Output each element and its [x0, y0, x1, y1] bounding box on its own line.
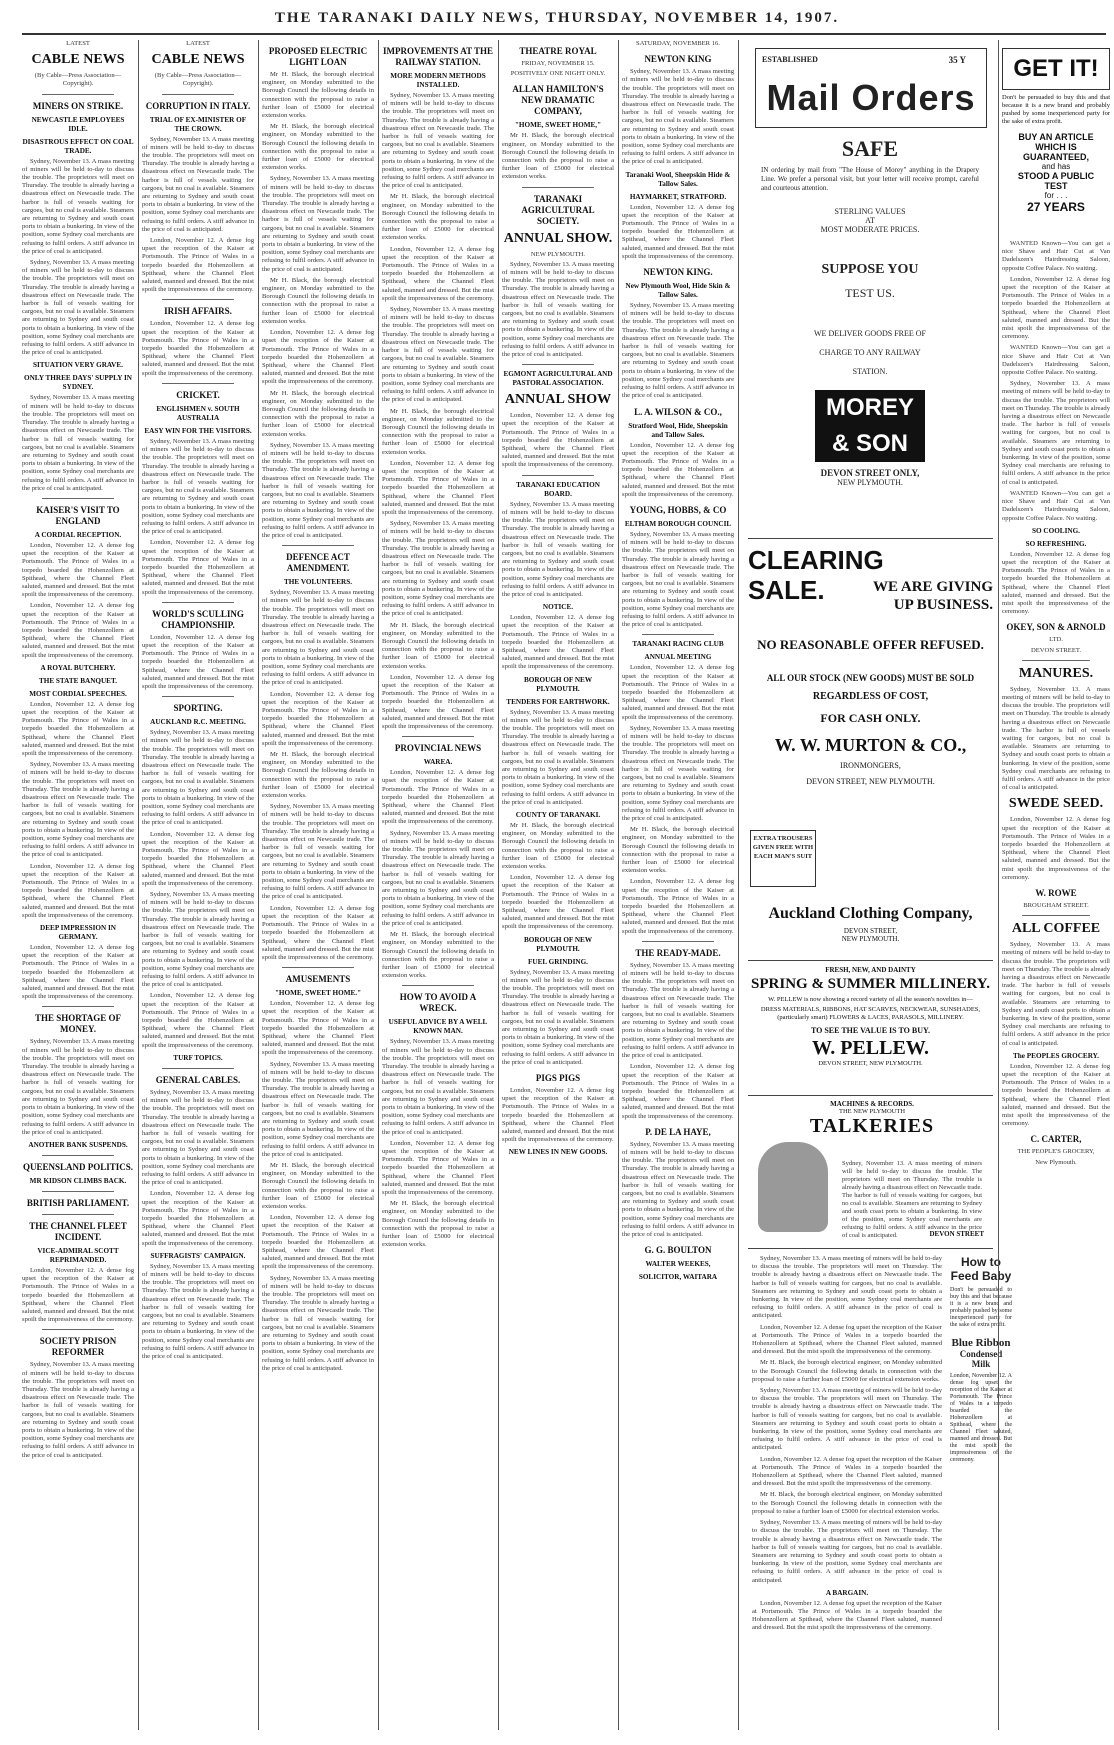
column-rule: [498, 40, 499, 1730]
trousers-badge: EXTRA TROUSERS GIVEN FREE WITH EACH MAN'S SUIT: [750, 830, 816, 887]
earthwork-body: Sydney, November 13. A mass meeting of miners will be held to-day to discuss the trouble. The proprietors will meet on Thursday. The trouble is already having a disastrous effect on Newcastle trade. The harbor is full of vessels waiting for cargoes, but no coal is available. Steamers are returning to Sydney and south coast ports to obtain a bunkering. In view of the position, some Sydney coal merchants are refusing to fulfil orders. A stiff advance in the price of coal is anticipated.: [502, 708, 614, 806]
safe-body: IN ordering by mail from "The House of Morey" anything in the Drapery Line. We prefer a personal visit, but your letter will receive prompt, careful and courteous attention.: [761, 166, 979, 192]
agricultural-society-head: TARANAKI AGRICULTURAL SOCIETY.: [521, 193, 595, 226]
speeches-body: London, November 12. A dense fog upset the reception of the Kaiser at Portsmouth. The Prince of Wales in a torpedo boarded the Hohenzollern at Spithead, where the Channel Fleet saluted, manned and dressed. But the mist spoilt the impressiveness of the ceremony.: [22, 700, 134, 757]
stratford-body: London, November 12. A dense fog upset the reception of the Kaiser at Portsmouth. The Prince of Wales in a torpedo boarded the Hohenzollern at Spithead, where the Channel Fleet saluted, manned and dressed. But the mist spoilt the impressiveness of the ceremony.: [622, 441, 734, 498]
auckland-city: NEW PLYMOUTH.: [841, 935, 900, 943]
sporting-sub: AUCKLAND R.C. MEETING.: [150, 718, 246, 727]
education-board-head: TARANAKI EDUCATION BOARD.: [516, 480, 600, 498]
de-la-haye-head: P. DE LA HAYE,: [645, 1126, 711, 1137]
classified-1: Sydney, November 13. A mass meeting of miners will be held to-day to discuss the trouble. The proprietors will meet on Thursday. The trouble is already having a disastrous effect on Newcastle trade. The harbor is full of vessels waiting for cargoes, but no coal is available. Steamers are returning to Sydney and south coast ports to obtain a bunkering. In view of the position, some Sydney coal merchants are refusing to fulfil orders. A stiff advance in the price of coal is anticipated.: [752, 1255, 942, 1320]
money-head: THE SHORTAGE OF MONEY.: [34, 1013, 122, 1035]
column-rule: [378, 40, 379, 1730]
provincial-body-2: Sydney, November 13. A mass meeting of miners will be held to-day to discuss the trouble. The proprietors will meet on Thursday. The trouble is already having a disastrous effect on Newcastle trade. The harbor is full of vessels waiting for cargoes, but no coal is available. Steamers are returning to Sydney and south coast ports to obtain a bunkering. In view of the position, some Sydney coal merchants are refusing to fulfil orders. A stiff advance in the price of coal is anticipated.: [382, 829, 494, 927]
so-refreshing: SO REFRESHING.: [1025, 539, 1087, 548]
fuel-sub: FUEL GRINDING.: [528, 957, 588, 966]
stratford-wool-head: Stratford Wool, Hide, Sheepskin and Tallow Sales.: [628, 421, 728, 439]
safe-sub2: AT: [865, 216, 875, 225]
theatre-date: FRIDAY, NOVEMBER 15.: [521, 60, 595, 67]
defence-body-5: London, November 12. A dense fog upset the reception of the Kaiser at Portsmouth. The Prince of Wales in a torpedo boarded the Hohenzollern at Spithead, where the Channel Fleet saluted, manned and dressed. But the mist spoilt the impressiveness of the ceremony.: [262, 904, 374, 961]
pigs-body: London, November 12. A dense fog upset the reception of the Kaiser at Portsmouth. The Prince of Wales in a torpedo boarded the Hohenzollern at Spithead, where the Channel Fleet saluted, manned and dressed. But the mist spoilt the impressiveness of the ceremony.: [502, 1087, 614, 1144]
wilson-head: L. A. WILSON & CO.,: [634, 406, 722, 417]
talkeries-title: TALKERIES: [809, 1115, 935, 1137]
defence-head: DEFENCE ACT AMENDMENT.: [286, 552, 350, 574]
sporting-body-2: London, November 12. A dense fog upset the reception of the Kaiser at Portsmouth. The Prince of Wales in a torpedo boarded the Hohenzollern at Spithead, where the Channel Fleet saluted, manned and dressed. But the mist spoilt the impressiveness of the ceremony.: [142, 830, 254, 887]
provincial-head: PROVINCIAL NEWS: [394, 743, 482, 754]
situation-body: Sydney, November 13. A mass meeting of miners will be held to-day to discuss the trouble. The proprietors will meet on Thursday. The trouble is already having a disastrous effect on Newcastle trade. The harbor is full of vessels waiting for cargoes, but no coal is available. Steamers are returning to Sydney and south coast ports to obtain a bunkering. In view of the position, some Sydney coal merchants are refusing to fulfil orders. A stiff advance in the price of coal is anticipated.: [22, 394, 134, 492]
defence-body: Sydney, November 13. A mass meeting of miners will be held to-day to discuss the trouble. The proprietors will meet on Thursday. The trouble is already having a disastrous effect on Newcastle trade. The harbor is full of vessels waiting for cargoes, but no coal is available. Steamers are returning to Sydney and south coast ports to obtain a bunkering. In view of the position, some Sydney coal merchants are refusing to fulfil orders. A stiff advance in the price of coal is anticipated.: [262, 589, 374, 687]
banquet-head: THE STATE BANQUET.: [38, 676, 118, 685]
column-4: [382, 40, 494, 1730]
cricket-sub: ENGLISHMEN v. SOUTH AUSTRALIA: [156, 404, 240, 422]
classified-2: London, November 12. A dense fog upset the reception of the Kaiser at Portsmouth. The Prince of Wales in a torpedo boarded the Hohenzollern at Spithead, where the Channel Fleet saluted, manned and dressed. But the mist spoilt the impressiveness of the ceremony.: [752, 1323, 942, 1356]
see-value: TO SEE THE VALUE IS TO BUY.: [810, 1026, 931, 1035]
machines-records: MACHINES & RECORDS.: [830, 1100, 914, 1108]
cricket-head: CRICKET.: [176, 389, 220, 400]
italy-body: Sydney, November 13. A mass meeting of miners will be held to-day to discuss the trouble. The proprietors will meet on Thursday. The trouble is already having a disastrous effect on Newcastle trade. The harbor is full of vessels waiting for cargoes, but no coal is available. Steamers are returning to Sydney and south coast ports to obtain a bunkering. In view of the position, some Sydney coal merchants are refusing to fulfil orders. A stiff advance in the price of coal is anticipated.: [142, 135, 254, 233]
kaiser-head: KAISER'S VISIT TO ENGLAND: [36, 504, 120, 526]
established-label: ESTABLISHED: [762, 55, 818, 64]
classified-5: London, November 12. A dense fog upset the reception of the Kaiser at Portsmouth. The Prince of Wales in a torpedo boarded the Hohenzollern at Spithead, where the Channel Fleet saluted, manned and dressed. But the mist spoilt the impressiveness of the ceremony.: [752, 1455, 942, 1488]
pellew-ad: [748, 966, 993, 1086]
np-wool-head: New Plymouth Wool, Hide Skin & Tallow Sales.: [625, 282, 731, 300]
safe-ad: [755, 130, 985, 530]
electric-loan-body-6: Mr H. Black, the borough electrical engineer, on Monday submitted to the Borough Council the following details in connection with the proposal to raise a further loan of £5000 for electrical extension works.: [262, 389, 374, 438]
get-it-title: GET IT!: [1002, 48, 1110, 90]
talkeries-body: Sydney, November 13. A mass meeting of miners will be held to-day to discuss the trouble. The proprietors will meet on Thursday. The trouble is already having a disastrous effect on Newcastle trade. The harbor is full of vessels waiting for cargoes, but no coal is available. Steamers are returning to Sydney and south coast ports to obtain a bunkering. In view of the position, some Sydney coal merchants are refusing to fulfil orders. A stiff advance in the price of coal is anticipated.: [842, 1160, 982, 1239]
cricket-body-2: London, November 12. A dense fog upset the reception of the Kaiser at Portsmouth. The Prince of Wales in a torpedo boarded the Hohenzollern at Spithead, where the Channel Fleet saluted, manned and dressed. But the mist spoilt the impressiveness of the ceremony.: [142, 539, 254, 596]
column-7-classifieds: [752, 1255, 942, 1725]
ready-made-body: Sydney, November 13. A mass meeting of miners will be held to-day to discuss the trouble. The proprietors will meet on Thursday. The trouble is already having a disastrous effect on Newcastle trade. The harbor is full of vessels waiting for cargoes, but no coal is available. Steamers are returning to Sydney and south coast ports to obtain a bunkering. In view of the position, some Sydney coal merchants are refusing to fulfil orders. A stiff advance in the price of coal is anticipated.: [622, 961, 734, 1060]
rowe-name: W. ROWE: [1035, 888, 1077, 898]
railway-body-2: Mr H. Black, the borough electrical engineer, on Monday submitted to the Borough Council the following details in connection with the proposal to raise a further loan of £5000 for electrical extension works.: [382, 193, 494, 242]
theatre-body: Mr H. Black, the borough electrical engineer, on Monday submitted to the Borough Council the following details in connection with the proposal to raise a further loan of £5000 for electrical extension works.: [502, 132, 614, 181]
blue-ribbon: Blue Ribbon: [951, 1337, 1011, 1349]
earthwork-sub: TENDERS FOR EARTHWORK.: [506, 697, 610, 706]
italy-head: CORRUPTION IN ITALY.: [145, 100, 251, 111]
wanted-3: WANTED Known—You can get a nice Shave and Hair Cut at Van Dadelszen's Hairdressing Saloon, opposite Coffee Palace. No waiting.: [1002, 344, 1110, 377]
railway-body: Sydney, November 13. A mass meeting of miners will be held to-day to discuss the trouble. The proprietors will meet on Thursday. The trouble is already having a disastrous effect on Newcastle trade. The harbor is full of vessels waiting for cargoes, but no coal is available. Steamers are returning to Sydney and south coast ports to obtain a bunkering. In view of the position, some Sydney coal merchants are refusing to fulfil orders. A stiff advance in the price of coal is anticipated.: [382, 92, 494, 190]
col1-kicker: LATEST: [66, 40, 90, 47]
col2-byline: (By Cable—Press Association—Copyright).: [154, 72, 242, 88]
home-sweet-home: "HOME, SWEET HOME,": [514, 121, 602, 130]
mail-orders-ad: [755, 48, 987, 128]
new-plymouth-label: THE NEW PLYMOUTH: [838, 1108, 906, 1115]
amusements-body-5: Sydney, November 13. A mass meeting of miners will be held to-day to discuss the trouble. The proprietors will meet on Thursday. The trouble is already having a disastrous effect on Newcastle trade. The harbor is full of vessels waiting for cargoes, but no coal is available. Steamers are returning to Sydney and south coast ports to obtain a bunkering. In view of the position, some Sydney coal merchants are refusing to fulfil orders. A stiff advance in the price of coal is anticipated.: [262, 1274, 374, 1372]
devon-street-label: DEVON STREET: [929, 1230, 984, 1238]
buy-5: STOOD A PUBLIC: [1017, 171, 1095, 181]
annual-show-1: ANNUAL SHOW.: [503, 230, 613, 246]
pigs-head: PIGS PIGS: [535, 1073, 581, 1084]
kaiser-body: London, November 12. A dense fog upset the reception of the Kaiser at Portsmouth. The Prince of Wales in a torpedo boarded the Hohenzollern at Spithead, where the Channel Fleet saluted, manned and dressed. But the mist spoilt the impressiveness of the ceremony.: [22, 541, 134, 599]
talkeries-ad: [752, 1100, 992, 1240]
miners-sub: NEWCASTLE EMPLOYEES IDLE.: [31, 115, 125, 133]
bank-head: ANOTHER BANK SUSPENDS.: [28, 1140, 128, 1149]
racing-body-4: London, November 12. A dense fog upset the reception of the Kaiser at Portsmouth. The Prince of Wales in a torpedo boarded the Hohenzollern at Spithead, where the Channel Fleet saluted, manned and dressed. But the mist spoilt the impressiveness of the ceremony.: [622, 878, 734, 935]
electric-loan-body-5: London, November 12. A dense fog upset the reception of the Kaiser at Portsmouth. The Prince of Wales in a torpedo boarded the Hohenzollern at Spithead, where the Channel Fleet saluted, manned and dressed. But the mist spoilt the impressiveness of the ceremony.: [262, 329, 374, 386]
classified-7: Sydney, November 13. A mass meeting of miners will be held to-day to discuss the trouble. The proprietors will meet on Thursday. The trouble is already having a disastrous effect on Newcastle trade. The harbor is full of vessels waiting for cargoes, but no coal is available. Steamers are returning to Sydney and south coast ports to obtain a bunkering. In view of the position, some Sydney coal merchants are refusing to fulfil orders. A stiff advance in the price of coal is anticipated.: [752, 1519, 942, 1584]
pellew-address: DEVON STREET, NEW PLYMOUTH.: [818, 1060, 923, 1067]
all-stock: ALL OUR STOCK (NEW GOODS) MUST BE SOLD: [766, 673, 975, 683]
column-6: [622, 40, 734, 1730]
turf-head: TURF TOPICS.: [173, 1053, 223, 1062]
boulton-head: G. G. BOULTON: [644, 1245, 712, 1256]
fresh-dainty: FRESH, NEW, AND DAINTY: [825, 966, 916, 974]
eltham-head: ELTHAM BOROUGH COUNCIL: [624, 519, 732, 528]
deliver-free: WE DELIVER GOODS FREE OF: [814, 329, 926, 338]
railway-body-8: Mr H. Black, the borough electrical engineer, on Monday submitted to the Borough Council the following details in connection with the proposal to raise a further loan of £5000 for electrical extension works.: [382, 621, 494, 670]
buy-7: for . . .: [1044, 191, 1068, 200]
carter-city: New Plymouth.: [1035, 1158, 1077, 1166]
charge-railway: CHARGE TO ANY RAILWAY: [819, 348, 921, 357]
racing-body-2: Sydney, November 13. A mass meeting of miners will be held to-day to discuss the trouble. The proprietors will meet on Thursday. The trouble is already having a disastrous effect on Newcastle trade. The harbor is full of vessels waiting for cargoes, but no coal is available. Steamers are returning to Sydney and south coast ports to obtain a bunkering. In view of the position, some Sydney coal merchants are refusing to fulfil orders. A stiff advance in the price of coal is anticipated.: [622, 724, 734, 823]
speeches-body-3: London, November 12. A dense fog upset the reception of the Kaiser at Portsmouth. The Prince of Wales in a torpedo boarded the Hohenzollern at Spithead, where the Channel Fleet saluted, manned and dressed. But the mist spoilt the impressiveness of the ceremony.: [22, 862, 134, 919]
suffragists-head: SUFFRAGISTS' CAMPAIGN.: [150, 1251, 246, 1260]
pellew-intro: W. PELLEW is now showing a record variety of all the season's novelties in—: [768, 996, 973, 1003]
speeches-body-2: Sydney, November 13. A mass meeting of miners will be held to-day to discuss the trouble. The proprietors will meet on Thursday. The trouble is already having a disastrous effect on Newcastle trade. The harbor is full of vessels waiting for cargoes, but no coal is available. Steamers are returning to Sydney and south coast ports to obtain a bunkering. In view of the position, some Sydney coal merchants are refusing to fulfil orders. A stiff advance in the price of coal is anticipated.: [22, 761, 134, 859]
milk-body: London, November 12. A dense fog upset the reception of the Kaiser at Portsmouth. The Prince of Wales in a torpedo boarded the Hohenzollern at Spithead, where the Channel Fleet saluted, manned and dressed. But the mist spoilt the impressiveness of the ceremony.: [950, 1373, 1012, 1463]
pellew-items: DRESS MATERIALS, RIBBONS, HAT SCARVES, NECKWEAR, SUNSHADES, (particularly smart) FLOWERS & LACES, PARASOLS, MILLINERY.: [760, 1006, 981, 1021]
irish-body: London, November 12. A dense fog upset the reception of the Kaiser at Portsmouth. The Prince of Wales in a torpedo boarded the Hohenzollern at Spithead, where the Channel Fleet saluted, manned and dressed. But the mist spoilt the impressiveness of the ceremony.: [142, 320, 254, 377]
wreck-head: HOW TO AVOID A WRECK.: [399, 992, 477, 1014]
provincial-body: London, November 12. A dense fog upset the reception of the Kaiser at Portsmouth. The Prince of Wales in a torpedo boarded the Hohenzollern at Spithead, where the Channel Fleet saluted, manned and dressed. But the mist spoilt the impressiveness of the ceremony.: [382, 769, 494, 826]
scott-sub: VICE-ADMIRAL SCOTT REPRIMANDED.: [37, 1246, 119, 1264]
safe-sub3: MOST MODERATE PRICES.: [820, 225, 920, 234]
buy-2: WHICH IS: [1035, 142, 1077, 152]
feed-baby-1: How to: [961, 1255, 1001, 1269]
buy-4: and has: [1041, 162, 1071, 171]
classified-4: Sydney, November 13. A mass meeting of miners will be held to-day to discuss the trouble. The proprietors will meet on Thursday. The trouble is already having a disastrous effect on Newcastle trade. The harbor is full of vessels waiting for cargoes, but no coal is available. Steamers are returning to Sydney and south coast ports to obtain a bunkering. In view of the position, some Sydney coal merchants are refusing to fulfil orders. A stiff advance in the price of coal is anticipated.: [752, 1387, 942, 1452]
provincial-body-3: Mr H. Black, the borough electrical engineer, on Monday submitted to the Borough Council the following details in connection with the proposal to raise a further loan of £5000 for electrical extension works.: [382, 931, 494, 980]
ironmongers: IRONMONGERS,: [840, 761, 901, 770]
wanted-4: Sydney, November 13. A mass meeting of miners will be held to-day to discuss the trouble. The proprietors will meet on Thursday. The trouble is already having a disastrous effect on Newcastle trade. The harbor is full of vessels waiting for cargoes, but no coal is available. Steamers are returning to Sydney and south coast ports to obtain a bunkering. In view of the position, some Sydney coal merchants are refusing to fulfil orders. A stiff advance in the price of coal is anticipated.: [1002, 380, 1110, 486]
sale-title: SALE.: [748, 575, 825, 605]
egmont-body: London, November 12. A dense fog upset the reception of the Kaiser at Portsmouth. The Prince of Wales in a torpedo boarded the Hohenzollern at Spithead, where the Channel Fleet saluted, manned and dressed. But the mist spoilt the impressiveness of the ceremony.: [502, 412, 614, 469]
ad-divider: [748, 960, 993, 961]
miners-strike-head: MINERS ON STRIKE.: [32, 100, 124, 111]
morey-son-logo: MOREY & SON: [815, 390, 925, 462]
butchery-head: A ROYAL BUTCHERY.: [40, 663, 116, 672]
miners-body: Sydney, November 13. A mass meeting of miners will be held to-day to discuss the trouble. The proprietors will meet on Thursday. The trouble is already having a disastrous effect on Newcastle trade. The harbor is full of vessels waiting for cargoes, but no coal is available. Steamers are returning to Sydney and south coast ports to obtain a bunkering. In view of the position, some Sydney coal merchants are refusing to fulfil orders. A stiff advance in the price of coal is anticipated.: [22, 157, 134, 255]
suffragists-body: Sydney, November 13. A mass meeting of miners will be held to-day to discuss the trouble. The proprietors will meet on Thursday. The trouble is already having a disastrous effect on Newcastle trade. The harbor is full of vessels waiting for cargoes, but no coal is available. Steamers are returning to Sydney and south coast ports to obtain a bunkering. In view of the position, some Sydney coal merchants are refusing to fulfil orders. A stiff advance in the price of coal is anticipated.: [142, 1262, 254, 1360]
wanted-2: London, November 12. A dense fog upset the reception of the Kaiser at Portsmouth. The Prince of Wales in a torpedo boarded the Hohenzollern at Spithead, where the Channel Fleet saluted, manned and dressed. But the mist spoilt the impressiveness of the ceremony.: [1002, 275, 1110, 341]
column-rule: [998, 40, 999, 1730]
kaiser-sub: A CORDIAL RECEPTION.: [34, 530, 122, 539]
swede-body: London, November 12. A dense fog upset the reception of the Kaiser at Portsmouth. The Prince of Wales in a torpedo boarded the Hohenzollern at Spithead, where the Channel Fleet saluted, manned and dressed. But the mist spoilt the impressiveness of the ceremony.: [1002, 816, 1110, 881]
manures-head: MANURES.: [1018, 665, 1094, 681]
classified-3: Mr H. Black, the borough electrical engineer, on Monday submitted to the Borough Council the following details in connection with the proposal to raise a further loan of £5000 for electrical extension works.: [752, 1359, 942, 1383]
station: STATION.: [852, 367, 888, 376]
feed-body: Don't be persuaded to buy this and that because it is a new brand and probably pushed by some inexperienced party for the sake of extra profit.: [950, 1287, 1012, 1328]
wanted-5: WANTED Known—You can get a nice Shave and Hair Cut at Van Dadelszen's Hairdressing Saloon, opposite Coffee Palace. No waiting.: [1002, 489, 1110, 522]
amusements-sub: "HOME, SWEET HOME.": [274, 989, 362, 998]
county-head: COUNTY OF TARANAKI.: [515, 810, 601, 819]
col2-title: CABLE NEWS: [151, 52, 245, 68]
borough-head-2: BOROUGH OF NEW PLYMOUTH.: [523, 935, 593, 953]
railway-body-4: Sydney, November 13. A mass meeting of miners will be held to-day to discuss the trouble. The proprietors will meet on Thursday. The trouble is already having a disastrous effect on Newcastle trade. The harbor is full of vessels waiting for cargoes, but no coal is available. Steamers are returning to Sydney and south coast ports to obtain a bunkering. In view of the position, some Sydney coal merchants are refusing to fulfil orders. A stiff advance in the price of coal is anticipated.: [382, 306, 494, 404]
column-2: [142, 40, 254, 1730]
theatre-royal-head: THEATRE ROYAL: [519, 46, 597, 56]
electric-loan-body-2: Mr H. Black, the borough electrical engineer, on Monday submitted to the Borough Council the following details in connection with the proposal to raise a further loan of £5000 for electrical extension works.: [262, 123, 374, 172]
column-rule: [258, 40, 259, 1730]
wool-body: London, November 12. A dense fog upset the reception of the Kaiser at Portsmouth. The Prince of Wales in a torpedo boarded the Hohenzollern at Spithead, where the Channel Fleet saluted, manned and dressed. But the mist spoilt the impressiveness of the ceremony.: [622, 203, 734, 260]
general-body: Sydney, November 13. A mass meeting of miners will be held to-day to discuss the trouble. The proprietors will meet on Thursday. The trouble is already having a disastrous effect on Newcastle trade. The harbor is full of vessels waiting for cargoes, but no coal is available. Steamers are returning to Sydney and south coast ports to obtain a bunkering. In view of the position, some Sydney coal merchants are refusing to fulfil orders. A stiff advance in the price of coal is anticipated.: [142, 1088, 254, 1187]
electric-loan-body-7: Sydney, November 13. A mass meeting of miners will be held to-day to discuss the trouble. The proprietors will meet on Thursday. The trouble is already having a disastrous effect on Newcastle trade. The harbor is full of vessels waiting for cargoes, but no coal is available. Steamers are returning to Sydney and south coast ports to obtain a bunkering. In view of the position, some Sydney coal merchants are refusing to fulfil orders. A stiff advance in the price of coal is anticipated.: [262, 441, 374, 539]
clearing-sale-ad: [748, 545, 993, 845]
speeches-head: MOST CORDIAL SPEECHES.: [29, 689, 127, 698]
wreck-body-3: Mr H. Black, the borough electrical engineer, on Monday submitted to the Borough Council the following details in connection with the proposal to raise a further loan of £5000 for electrical extension works.: [382, 1200, 494, 1249]
ad-divider: [748, 1248, 993, 1249]
county-body-2: London, November 12. A dense fog upset the reception of the Kaiser at Portsmouth. The Prince of Wales in a torpedo boarded the Hohenzollern at Spithead, where the Channel Fleet saluted, manned and dressed. But the mist spoilt the impressiveness of the ceremony.: [502, 874, 614, 931]
giving-2: UP BUSINESS.: [893, 597, 993, 613]
wreck-body-2: London, November 12. A dense fog upset the reception of the Kaiser at Portsmouth. The Prince of Wales in a torpedo boarded the Hohenzollern at Spithead, where the Channel Fleet saluted, manned and dressed. But the mist spoilt the impressiveness of the ceremony.: [382, 1139, 494, 1196]
buy-8: 27 YEARS: [1027, 200, 1085, 214]
sculling-head: WORLD'S SCULLING CHAMPIONSHIP.: [152, 608, 244, 630]
pellew-name: W. PELLEW.: [812, 1037, 929, 1059]
theatre-one-night: POSITIVELY ONE NIGHT ONLY.: [510, 70, 606, 78]
prison-body: Sydney, November 13. A mass meeting of miners will be held to-day to discuss the trouble. The proprietors will meet on Thursday. The trouble is already having a disastrous effect on Newcastle trade. The harbor is full of vessels waiting for cargoes, but no coal is available. Steamers are returning to Sydney and south coast ports to obtain a bunkering. In view of the position, some Sydney coal merchants are refusing to fulfil orders. A stiff advance in the price of coal is anticipated.: [22, 1361, 134, 1459]
parliament-head: BRITISH PARLIAMENT.: [26, 1197, 130, 1208]
kidson-head: MR KIDSON CLIMBS BACK.: [29, 1176, 127, 1185]
masthead: THE TARANAKI DAILY NEWS, THURSDAY, NOVEMBER 14, 1907.: [274, 10, 840, 26]
defence-body-4: Sydney, November 13. A mass meeting of miners will be held to-day to discuss the trouble. The proprietors will meet on Thursday. The trouble is already having a disastrous effect on Newcastle trade. The harbor is full of vessels waiting for cargoes, but no coal is available. Steamers are returning to Sydney and south coast ports to obtain a bunkering. In view of the position, some Sydney coal merchants are refusing to fulfil orders. A stiff advance in the price of coal is anticipated.: [262, 803, 374, 901]
newton-body: Sydney, November 13. A mass meeting of miners will be held to-day to discuss the trouble. The proprietors will meet on Thursday. The trouble is already having a disastrous effect on Newcastle trade. The harbor is full of vessels waiting for cargoes, but no coal is available. Steamers are returning to Sydney and south coast ports to obtain a bunkering. In view of the position, some Sydney coal merchants are refusing to fulfil orders. A stiff advance in the price of coal is anticipated.: [622, 68, 734, 166]
carter-sub: THE PEOPLE'S GROCERY,: [1017, 1148, 1095, 1156]
county-body: Mr H. Black, the borough electrical engineer, on Monday submitted to the Borough Council the following details in connection with the proposal to raise a further loan of £5000 for electrical extension works.: [502, 821, 614, 870]
railway-body-3: London, November 12. A dense fog upset the reception of the Kaiser at Portsmouth. The Prince of Wales in a torpedo boarded the Hohenzollern at Spithead, where the Channel Fleet saluted, manned and dressed. But the mist spoilt the impressiveness of the ceremony.: [382, 245, 494, 302]
auckland-address: DEVON STREET,: [843, 927, 898, 935]
germany-head: DEEP IMPRESSION IN GERMANY.: [40, 924, 116, 942]
okey-street: DEVON STREET.: [1030, 646, 1082, 654]
safe-sub1: STERLING VALUES: [834, 207, 906, 216]
railway-body-7: Sydney, November 13. A mass meeting of miners will be held to-day to discuss the trouble. The proprietors will meet on Thursday. The trouble is already having a disastrous effect on Newcastle trade. The harbor is full of vessels waiting for cargoes, but no coal is available. Steamers are returning to Sydney and south coast ports to obtain a bunkering. In view of the position, some Sydney coal merchants are refusing to fulfil orders. A stiff advance in the price of coal is anticipated.: [382, 520, 494, 618]
newton-date: SATURDAY, NOVEMBER 16.: [636, 40, 720, 47]
all-coffee: ALL COFFEE: [1011, 921, 1101, 937]
wreck-sub: USEFUL ADVICE BY A WELL KNOWN MAN.: [388, 1018, 488, 1036]
egmont-head: EGMONT AGRICULTURAL AND PASTORAL ASSOCIATION.: [503, 370, 613, 388]
amusements-body: London, November 12. A dense fog upset the reception of the Kaiser at Portsmouth. The Prince of Wales in a torpedo boarded the Hohenzollern at Spithead, where the Channel Fleet saluted, manned and dressed. But the mist spoilt the impressiveness of the ceremony.: [262, 1000, 374, 1057]
grocery-body: London, November 12. A dense fog upset the reception of the Kaiser at Portsmouth. The Prince of Wales in a torpedo boarded the Hohenzollern at Spithead, where the Channel Fleet saluted, manned and dressed. But the mist spoilt the impressiveness of the ceremony.: [1002, 1062, 1110, 1128]
racing-sub: ANNUAL MEETING: [644, 653, 712, 662]
railway-sub: MORE MODERN METHODS INSTALLED.: [390, 72, 486, 89]
electric-loan-body-3: Sydney, November 13. A mass meeting of miners will be held to-day to discuss the trouble. The proprietors will meet on Thursday. The trouble is already having a disastrous effect on Newcastle trade. The harbor is full of vessels waiting for cargoes, but no coal is available. Steamers are returning to Sydney and south coast ports to obtain a bunkering. In view of the position, some Sydney coal merchants are refusing to fulfil orders. A stiff advance in the price of coal is anticipated.: [262, 175, 374, 273]
column-8: [1002, 240, 1110, 1730]
sporting-body-3: Sydney, November 13. A mass meeting of miners will be held to-day to discuss the trouble. The proprietors will meet on Thursday. The trouble is already having a disastrous effect on Newcastle trade. The harbor is full of vessels waiting for cargoes, but no coal is available. Steamers are returning to Sydney and south coast ports to obtain a bunkering. In view of the position, some Sydney coal merchants are refusing to fulfil orders. A stiff advance in the price of coal is anticipated.: [142, 891, 254, 989]
electric-loan-body: Mr H. Black, the borough electrical engineer, on Monday submitted to the Borough Council the following details in connection with the proposal to raise a further loan of £5000 for electrical extension works.: [262, 71, 374, 120]
years-label: 35 Y: [948, 55, 966, 65]
murton-name: W. W. MURTON & CO.,: [774, 735, 967, 755]
col1-byline: (By Cable—Press Association—Copyright).: [34, 72, 122, 88]
morey-city: NEW PLYMOUTH.: [837, 478, 903, 487]
general-body-2: London, November 12. A dense fog upset the reception of the Kaiser at Portsmouth. The Prince of Wales in a torpedo boarded the Hohenzollern at Spithead, where the Channel Fleet saluted, manned and dressed. But the mist spoilt the impressiveness of the ceremony.: [142, 1190, 254, 1247]
de-la-haye-body: Sydney, November 13. A mass meeting of miners will be held to-day to discuss the trouble. The proprietors will meet on Thursday. The trouble is already having a disastrous effect on Newcastle trade. The harbor is full of vessels waiting for cargoes, but no coal is available. Steamers are returning to Sydney and south coast ports to obtain a bunkering. In view of the position, some Sydney coal merchants are refusing to fulfil orders. A stiff advance in the price of coal is anticipated.: [622, 1140, 734, 1238]
wreck-body: Sydney, November 13. A mass meeting of miners will be held to-day to discuss the trouble. The proprietors will meet on Thursday. The trouble is already having a disastrous effect on Newcastle trade. The harbor is full of vessels waiting for cargoes, but no coal is available. Steamers are returning to Sydney and south coast ports to obtain a bunkering. In view of the position, some Sydney coal merchants are refusing to fulfil orders. A stiff advance in the price of coal is anticipated.: [382, 1038, 494, 1136]
so-cooling: SO COOLING.: [1032, 526, 1080, 535]
miners-body-2: Sydney, November 13. A mass meeting of miners will be held to-day to discuss the trouble. The proprietors will meet on Thursday. The trouble is already having a disastrous effect on Newcastle trade. The harbor is full of vessels waiting for cargoes, but no coal is available. Steamers are returning to Sydney and south coast ports to obtain a bunkering. In view of the position, some Sydney coal merchants are refusing to fulfil orders. A stiff advance in the price of coal is anticipated.: [22, 259, 134, 357]
italy-sub: TRIAL OF EX-MINISTER OF THE CROWN.: [149, 115, 247, 133]
general-cables-head: GENERAL CABLES.: [155, 1074, 241, 1085]
notice-body: London, November 12. A dense fog upset the reception of the Kaiser at Portsmouth. The Prince of Wales in a torpedo boarded the Hohenzollern at Spithead, where the Channel Fleet saluted, manned and dressed. But the mist spoilt the impressiveness of the ceremony.: [502, 614, 614, 671]
railway-body-6: London, November 12. A dense fog upset the reception of the Kaiser at Portsmouth. The Prince of Wales in a torpedo boarded the Hohenzollern at Spithead, where the Channel Fleet saluted, manned and dressed. But the mist spoilt the impressiveness of the ceremony.: [382, 459, 494, 516]
young-hobbs-head: YOUNG, HOBBS, & CO: [629, 504, 727, 515]
new-lines-head: NEW LINES IN NEW GOODS.: [508, 1148, 608, 1157]
ready-made-body-2: London, November 12. A dense fog upset the reception of the Kaiser at Portsmouth. The Prince of Wales in a torpedo boarded the Hohenzollern at Spithead, where the Channel Fleet saluted, manned and dressed. But the mist spoilt the impressiveness of the ceremony.: [622, 1063, 734, 1120]
situation-sub: ONLY THREE DAYS' SUPPLY IN SYDNEY.: [24, 374, 132, 392]
newton-king-head: NEWTON KING: [644, 54, 712, 65]
racing-club-head: TARANAKI RACING CLUB: [632, 640, 724, 649]
eltham-body: Sydney, November 13. A mass meeting of miners will be held to-day to discuss the trouble. The proprietors will meet on Thursday. The trouble is already having a disastrous effect on Newcastle trade. The harbor is full of vessels waiting for cargoes, but no coal is available. Steamers are returning to Sydney and south coast ports to obtain a bunkering. In view of the position, some Sydney coal merchants are refusing to fulfil orders. A stiff advance in the price of coal is anticipated.: [622, 530, 734, 629]
railway-body-9: London, November 12. A dense fog upset the reception of the Kaiser at Portsmouth. The Prince of Wales in a torpedo boarded the Hohenzollern at Spithead, where the Channel Fleet saluted, manned and dressed. But the mist spoilt the impressiveness of the ceremony.: [382, 673, 494, 731]
soda-body: London, November 12. A dense fog upset the reception of the Kaiser at Portsmouth. The Prince of Wales in a torpedo boarded the Hohenzollern at Spithead, where the Channel Fleet saluted, manned and dressed. But the mist spoilt the impressiveness of the ceremony.: [1002, 550, 1110, 616]
test-us: TEST US.: [845, 286, 895, 300]
racing-body-3: Mr H. Black, the borough electrical engineer, on Monday submitted to the Borough Council the following details in connection with the proposal to raise a further loan of £5000 for electrical extension works.: [622, 826, 734, 875]
giving-1: WE ARE GIVING: [872, 579, 993, 595]
carter-name: C. CARTER,: [1030, 1134, 1082, 1145]
condensed-milk: Condensed Milk: [959, 1349, 1003, 1369]
col2-kicker: LATEST: [186, 40, 210, 47]
annual-show-2: ANNUAL SHOW: [504, 392, 612, 408]
bargain-head: A BARGAIN.: [825, 1588, 869, 1597]
sporting-body: Sydney, November 13. A mass meeting of miners will be held to-day to discuss the trouble. The proprietors will meet on Thursday. The trouble is already having a disastrous effect on Newcastle trade. The harbor is full of vessels waiting for cargoes, but no coal is available. Steamers are returning to Sydney and south coast ports to obtain a bunkering. In view of the position, some Sydney coal merchants are refusing to fulfil orders. A stiff advance in the price of coal is anticipated.: [142, 729, 254, 827]
defence-body-3: Mr H. Black, the borough electrical engineer, on Monday submitted to the Borough Council the following details in connection with the proposal to raise a further loan of £5000 for electrical extension works.: [262, 751, 374, 800]
coffee-body: Sydney, November 13. A mass meeting of miners will be held to-day to discuss the trouble. The proprietors will meet on Thursday. The trouble is already having a disastrous effect on Newcastle trade. The harbor is full of vessels waiting for cargoes, but no coal is available. Steamers are returning to Sydney and south coast ports to obtain a bunkering. In view of the position, some Sydney coal merchants are refusing to fulfil orders. A stiff advance in the price of coal is anticipated.: [1002, 941, 1110, 1047]
money-body: Sydney, November 13. A mass meeting of miners will be held to-day to discuss the trouble. The proprietors will meet on Thursday. The trouble is already having a disastrous effect on Newcastle trade. The harbor is full of vessels waiting for cargoes, but no coal is available. Steamers are returning to Sydney and south coast ports to obtain a bunkering. In view of the position, some Sydney coal merchants are refusing to fulfil orders. A stiff advance in the price of coal is anticipated.: [22, 1038, 134, 1136]
classified-6: Mr H. Black, the borough electrical engineer, on Monday submitted to the Borough Council the following details in connection with the proposal to raise a further loan of £5000 for electrical extension works.: [752, 1491, 942, 1515]
queensland-head: QUEENSLAND POLITICS.: [22, 1161, 134, 1172]
situation-head: SITUATION VERY GRAVE.: [33, 361, 123, 370]
auckland-clothing-ad: [748, 905, 993, 943]
wool-sales-head: Taranaki Wool, Sheepskin Hide & Tallow Sales.: [625, 170, 731, 188]
buy-3: GUARANTEED,: [1022, 152, 1089, 162]
cricket-sub2: EASY WIN FOR THE VISITORS.: [144, 426, 252, 435]
education-body: Sydney, November 13. A mass meeting of miners will be held to-day to discuss the trouble. The proprietors will meet on Thursday. The trouble is already having a disastrous effect on Newcastle trade. The harbor is full of vessels waiting for cargoes, but no coal is available. Steamers are returning to Sydney and south coast ports to obtain a bunkering. In view of the position, some Sydney coal merchants are refusing to fulfil orders. A stiff advance in the price of coal is anticipated.: [502, 500, 614, 598]
safe-head: SAFE: [841, 136, 899, 161]
manures-body: Sydney, November 13. A mass meeting of miners will be held to-day to discuss the trouble. The proprietors will meet on Thursday. The trouble is already having a disastrous effect on Newcastle trade. The harbor is full of vessels waiting for cargoes, but no coal is available. Steamers are returning to Sydney and south coast ports to obtain a bunkering. In view of the position, some Sydney coal merchants are refusing to fulfil orders. A stiff advance in the price of coal is anticipated.: [1002, 685, 1110, 792]
haymarket-sub: HAYMARKET, STRATFORD.: [629, 192, 727, 201]
auckland-name: Auckland Clothing Company,: [768, 905, 973, 922]
weekes-head: WALTER WEEKES,: [645, 1260, 711, 1269]
miners-sub2: DISASTROUS EFFECT ON COAL TRADE.: [22, 137, 134, 155]
no-offer-refused: NO REASONABLE OFFER REFUSED.: [757, 637, 984, 652]
fuel-body: Sydney, November 13. A mass meeting of miners will be held to-day to discuss the trouble. The proprietors will meet on Thursday. The trouble is already having a disastrous effect on Newcastle trade. The harbor is full of vessels waiting for cargoes, but no coal is available. Steamers are returning to Sydney and south coast ports to obtain a bunkering. In view of the position, some Sydney coal merchants are refusing to fulfil orders. A stiff advance in the price of coal is anticipated.: [502, 968, 614, 1066]
cash-only: FOR CASH ONLY.: [820, 711, 921, 725]
get-it-body: Don't be persuaded to buy this and that because it is a new brand and probably pushed by some inexperienced party for the sake of extra profit.: [1002, 94, 1110, 125]
column-rule: [618, 40, 619, 1730]
suppose-you: SUPPOSE YOU: [821, 262, 919, 277]
solicitor-sub: SOLICITOR, WAITARA: [638, 1273, 718, 1282]
amusements-body-4: London, November 12. A dense fog upset the reception of the Kaiser at Portsmouth. The Prince of Wales in a torpedo boarded the Hohenzollern at Spithead, where the Channel Fleet saluted, manned and dressed. But the mist spoilt the impressiveness of the ceremony.: [262, 1214, 374, 1271]
murton-address: DEVON STREET, NEW PLYMOUTH.: [806, 777, 935, 786]
column-rule: [738, 40, 739, 1730]
electric-loan-body-4: Mr H. Black, the borough electrical engineer, on Monday submitted to the Borough Council the following details in connection with the proposal to raise a further loan of £5000 for electrical extension works.: [262, 276, 374, 325]
buy-6: TEST: [1044, 181, 1068, 191]
np-wool-body: Sydney, November 13. A mass meeting of miners will be held to-day to discuss the trouble. The proprietors will meet on Thursday. The trouble is already having a disastrous effect on Newcastle trade. The harbor is full of vessels waiting for cargoes, but no coal is available. Steamers are returning to Sydney and south coast ports to obtain a bunkering. In view of the position, some Sydney coal merchants are refusing to fulfil orders. A stiff advance in the price of coal is anticipated.: [622, 302, 734, 400]
newton-king-head-2: NEWTON KING.: [643, 267, 713, 278]
col1-title: CABLE NEWS: [31, 52, 125, 68]
show-body: Sydney, November 13. A mass meeting of miners will be held to-day to discuss the trouble. The proprietors will meet on Thursday. The trouble is already having a disastrous effect on Newcastle trade. The harbor is full of vessels waiting for cargoes, but no coal is available. Steamers are returning to Sydney and south coast ports to obtain a bunkering. In view of the position, some Sydney coal merchants are refusing to fulfil orders. A stiff advance in the price of coal is anticipated.: [502, 260, 614, 359]
cricket-body: Sydney, November 13. A mass meeting of miners will be held to-day to discuss the trouble. The proprietors will meet on Thursday. The trouble is already having a disastrous effect on Newcastle trade. The harbor is full of vessels waiting for cargoes, but no coal is available. Steamers are returning to Sydney and south coast ports to obtain a bunkering. In view of the position, some Sydney coal merchants are refusing to fulfil orders. A stiff advance in the price of coal is anticipated.: [142, 437, 254, 536]
irish-head: IRISH AFFAIRS.: [164, 306, 232, 317]
sculling-body: London, November 12. A dense fog upset the reception of the Kaiser at Portsmouth. The Prince of Wales in a torpedo boarded the Hohenzollern at Spithead, where the Channel Fleet saluted, manned and dressed. But the mist spoilt the impressiveness of the ceremony.: [142, 633, 254, 690]
okey-ltd: LTD.: [1049, 636, 1063, 644]
regardless: REGARDLESS OF COST,: [812, 691, 929, 702]
wanted-1: WANTED Known—You can get a nice Shave and Hair Cut at Van Dadelszen's Hairdressing Saloon, opposite Coffee Palace. No waiting.: [1002, 240, 1110, 272]
rowe-address: BROUGHAM STREET.: [1023, 902, 1089, 909]
spring-millinery: SPRING & SUMMER MILLINERY.: [751, 976, 990, 992]
phonograph-man-image: [758, 1142, 828, 1232]
get-it-ad: [1002, 48, 1110, 214]
hamilton-company: ALLAN HAMILTON'S NEW DRAMATIC COMPANY,: [512, 84, 604, 117]
defence-sub: THE VOLUNTEERS.: [283, 578, 353, 587]
sporting-body-4: London, November 12. A dense fog upset the reception of the Kaiser at Portsmouth. The Prince of Wales in a torpedo boarded the Hohenzollern at Spithead, where the Channel Fleet saluted, manned and dressed. But the mist spoilt the impressiveness of the ceremony.: [142, 992, 254, 1049]
provincial-sub: WAREA.: [423, 758, 453, 767]
borough-head: BOROUGH OF NEW PLYMOUTH.: [523, 675, 593, 693]
ad-divider: [748, 1095, 993, 1096]
feed-baby-2: Feed Baby: [950, 1269, 1012, 1283]
germany-body: London, November 12. A dense fog upset the reception of the Kaiser at Portsmouth. The Prince of Wales in a torpedo boarded the Hohenzollern at Spithead, where the Channel Fleet saluted, manned and dressed. But the mist spoilt the impressiveness of the ceremony.: [22, 944, 134, 1001]
railway-head: IMPROVEMENTS AT THE RAILWAY STATION.: [382, 46, 494, 67]
channel-body: London, November 12. A dense fog upset the reception of the Kaiser at Portsmouth. The Prince of Wales in a torpedo boarded the Hohenzollern at Spithead, where the Channel Fleet saluted, manned and dressed. But the mist spoilt the impressiveness of the ceremony.: [22, 1266, 134, 1324]
amusements-body-3: Mr H. Black, the borough electrical engineer, on Monday submitted to the Borough Council the following details in connection with the proposal to raise a further loan of £5000 for electrical extension works.: [262, 1161, 374, 1210]
column-1: [22, 40, 134, 1730]
ad-divider: [748, 538, 993, 539]
classified-8: London, November 12. A dense fog upset the reception of the Kaiser at Portsmouth. The Prince of Wales in a torpedo boarded the Hohenzollern at Spithead, where the Channel Fleet saluted, manned and dressed. But the mist spoilt the impressiveness of the ceremony.: [752, 1599, 942, 1632]
column-rule: [138, 40, 139, 1730]
sporting-head: SPORTING.: [173, 703, 223, 714]
column-3: [262, 40, 374, 1730]
okey-arnold: OKEY, SON & ARNOLD: [1006, 622, 1106, 633]
amusements-body-2: Sydney, November 13. A mass meeting of miners will be held to-day to discuss the trouble. The proprietors will meet on Thursday. The trouble is already having a disastrous effect on Newcastle trade. The harbor is full of vessels waiting for cargoes, but no coal is available. Steamers are returning to Sydney and south coast ports to obtain a bunkering. In view of the position, some Sydney coal merchants are refusing to fulfil orders. A stiff advance in the price of coal is anticipated.: [262, 1060, 374, 1158]
masthead-rule: [22, 33, 1106, 35]
prison-reformer-head: SOCIETY PRISON REFORMER: [39, 1336, 117, 1358]
ready-made-head: THE READY-MADE.: [635, 947, 721, 958]
clearing-title: CLEARING: [748, 545, 884, 575]
peoples-grocery: The PEOPLES GROCERY.: [1013, 1051, 1099, 1060]
notice-head: NOTICE.: [542, 603, 574, 612]
electric-loan-head: PROPOSED ELECTRIC LIGHT LOAN: [268, 46, 368, 67]
railway-body-5: Mr H. Black, the borough electrical engineer, on Monday submitted to the Borough Council the following details in connection with the proposal to raise a further loan of £5000 for electrical extension works.: [382, 407, 494, 456]
buy-1: BUY AN ARTICLE: [1018, 132, 1094, 142]
swede-seed-head: SWEDE SEED.: [1008, 796, 1104, 812]
morey-address: DEVON STREET ONLY,: [820, 468, 920, 478]
column-5: [502, 40, 614, 1730]
racing-body: London, November 12. A dense fog upset the reception of the Kaiser at Portsmouth. The Prince of Wales in a torpedo boarded the Hohenzollern at Spithead, where the Channel Fleet saluted, manned and dressed. But the mist spoilt the impressiveness of the ceremony.: [622, 664, 734, 721]
amusements-head: AMUSEMENTS: [285, 974, 351, 985]
kaiser-body-2: London, November 12. A dense fog upset the reception of the Kaiser at Portsmouth. The Prince of Wales in a torpedo boarded the Hohenzollern at Spithead, where the Channel Fleet saluted, manned and dressed. But the mist spoilt the impressiveness of the ceremony.: [22, 602, 134, 659]
italy-body-2: London, November 12. A dense fog upset the reception of the Kaiser at Portsmouth. The Prince of Wales in a torpedo boarded the Hohenzollern at Spithead, where the Channel Fleet saluted, manned and dressed. But the mist spoilt the impressiveness of the ceremony.: [142, 237, 254, 294]
show-place: NEW PLYMOUTH.: [530, 250, 586, 258]
mail-orders-title: Mail Orders: [766, 77, 976, 118]
defence-body-2: London, November 12. A dense fog upset the reception of the Kaiser at Portsmouth. The Prince of Wales in a torpedo boarded the Hohenzollern at Spithead, where the Channel Fleet saluted, manned and dressed. But the mist spoilt the impressiveness of the ceremony.: [262, 690, 374, 747]
channel-fleet-head: THE CHANNEL FLEET INCIDENT.: [29, 1220, 127, 1242]
